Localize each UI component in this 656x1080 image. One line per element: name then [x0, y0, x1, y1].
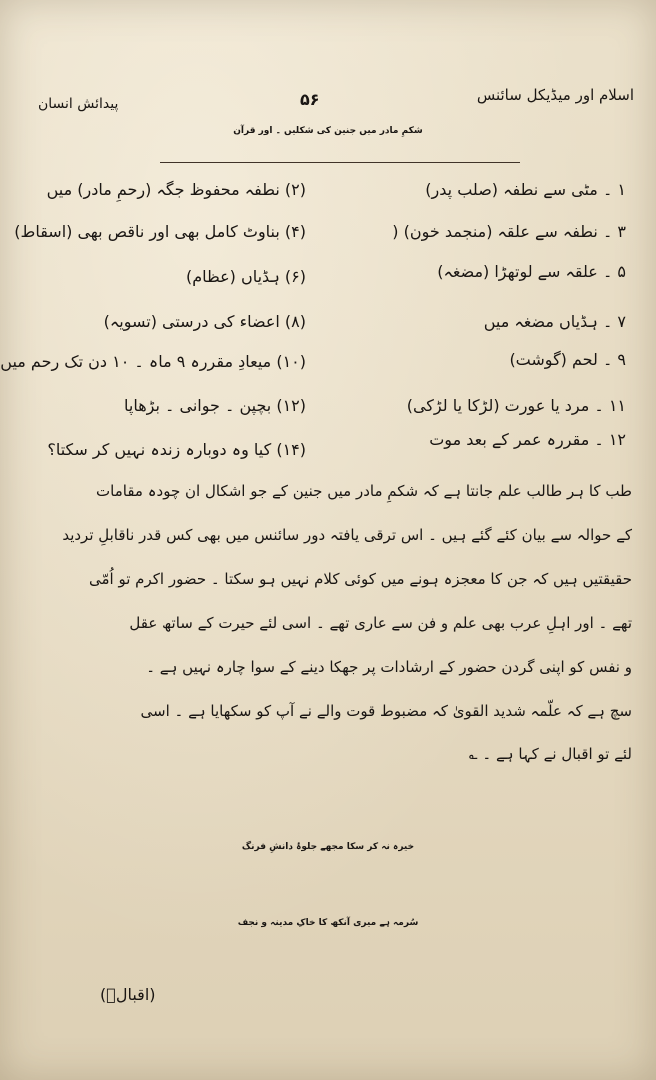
stage-item: (۲) نطفہ محفوظ جگہ (رحمِ مادر) میں: [46, 180, 306, 199]
stage-item: (۱۴) کیا وہ دوبارہ زندہ نہیں کر سکتا؟: [47, 440, 306, 459]
paragraph-line: کے حوالہ سے بیان کئے گئے ہیں ۔ اس ترقی یافتہ دور سائنس میں بھی کس قدر ناقابلِ تردید: [62, 526, 632, 544]
paragraph-line: تھے ۔ اور اہلِ عرب بھی علم و فن سے عاری تھے ۔ اسی لئے حیرت کے ساتھ عقل: [129, 614, 632, 632]
paragraph-line: طب کا ہر طالب علم جانتا ہے کہ شکمِ مادر میں جنین کے جو اشکال ان چودہ مقامات: [96, 482, 632, 500]
paragraph-line: حقیقتیں ہیں کہ جن کا معجزہ ہونے میں کوئی کلام نہیں ہو سکتا ۔ حضور اکرم تو اُمّی: [89, 570, 632, 588]
stage-item: ۷ ۔ ہڈیاں مضغہ میں: [483, 312, 626, 331]
book-title-header: اسلام اور میڈیکل سائنس: [476, 86, 634, 104]
chapter-header: پیدائش انسان: [38, 96, 119, 112]
stage-item: (۱۰) میعادِ مقررہ ۹ ماہ ۔ ۱۰ دن تک رحم میں: [0, 352, 306, 371]
paragraph-line: و نفس کو اپنی گردن حضور کے ارشادات پر جھکا دینے کے سوا چارہ نہیں ہے ۔: [146, 658, 632, 676]
title-underline: [160, 162, 520, 163]
couplet-line: سُرمہ ہے میری آنکھ کا خاکِ مدینہ و نجف: [237, 918, 419, 928]
paragraph-line: لئے تو اقبال نے کہا ہے ۔ ؎: [468, 745, 632, 763]
stage-item: ۳ ۔ نطفہ سے علقہ (منجمد خون) (: [392, 222, 626, 241]
page-title: شکمِ مادر میں جنین کی شکلیں ۔ اور قرآن: [233, 126, 423, 136]
stage-item: (۱۲) بچپن ۔ جوانی ۔ بڑھاپا: [124, 396, 306, 415]
couplet-line: خیرہ نہ کر سکا مجھے جلوۂ دانشِ فرنگ: [241, 842, 415, 852]
stage-item: ۱ ۔ مٹی سے نطفہ (صلب پدر): [425, 180, 626, 199]
stage-item: ۵ ۔ علقہ سے لوتھڑا (مضغہ): [437, 262, 626, 281]
stage-item: (۴) بناوٹ کامل بھی اور ناقص بھی (اسقاط): [14, 222, 306, 241]
stage-item: ۱۱ ۔ مرد یا عورت (لڑکا یا لڑکی): [406, 396, 626, 415]
stage-item: (۸) اعضاء کی درستی (تسویہ): [103, 312, 306, 331]
stage-item: ۹ ۔ لحم (گوشت): [509, 350, 626, 369]
stage-item: ۱۲ ۔ مقررہ عمر کے بعد موت: [429, 430, 626, 449]
paragraph-line: سچ ہے کہ علّمہ شدید القویٰ کہ مضبوط قوت والے نے آپ کو سکھایا ہے ۔ اسی: [140, 702, 632, 720]
page-number: ۵۶: [300, 90, 320, 109]
poet-attribution: (اقبالؒ): [100, 985, 156, 1004]
stage-item: (۶) ہڈیاں (عظام): [185, 267, 306, 286]
